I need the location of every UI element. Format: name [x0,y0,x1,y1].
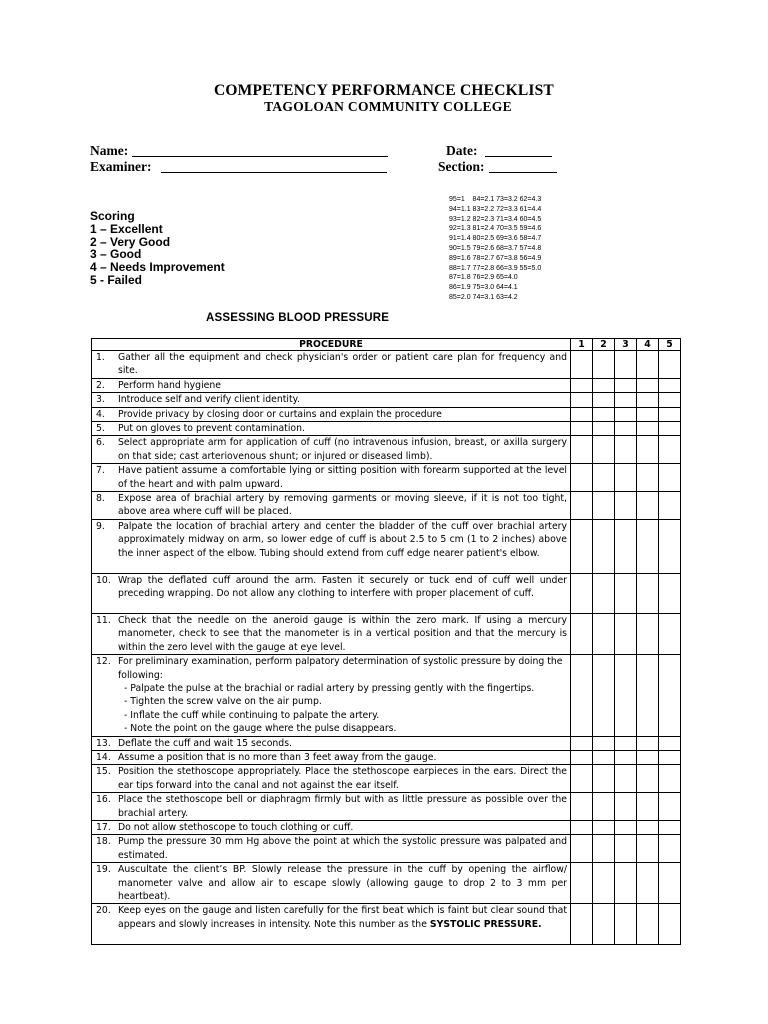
step-text: Introduce self and verify client identity. [118,394,300,406]
conversion-line: 89=1.6 78=2.7 67=3.8 56=4.9 [449,254,542,262]
scoring-item: 2 – Very Good [90,234,171,249]
score-checkbox-cell[interactable] [571,904,593,945]
scoring-heading: Scoring [90,209,135,223]
score-checkbox-cell[interactable] [571,492,593,520]
table-row [92,904,681,945]
scoring-item: 4 – Needs Improvement [90,260,225,275]
score-checkbox-cell[interactable] [615,820,637,834]
score-checkbox-cell[interactable] [593,750,615,764]
step-text: Expose area of brachial artery by removing garments or moving sleeve, if it is not too tight, above area where cuff will be placed. [118,493,567,518]
document-title: COMPETENCY PERFORMANCE CHECKLIST [214,82,554,99]
score-checkbox-cell[interactable] [571,407,593,421]
score-checkbox-cell[interactable] [593,655,615,736]
score-checkbox-cell[interactable] [615,378,637,392]
score-checkbox-cell[interactable] [637,573,659,613]
step-number: 13. [96,737,111,749]
score-column-header: 5 [659,339,681,351]
step-text: Check that the needle on the aneroid gauge is within the zero mark. If using a mercury manometer, check to see that the manometer is in a vertical position and that the mercury is within the zero level with the gauge at eye level. [118,614,567,653]
grade-conversion-table [449,195,541,303]
procedure-cell [92,835,571,863]
score-checkbox-cell[interactable] [571,655,593,736]
table-header-row [92,339,681,351]
score-checkbox-cell[interactable] [615,464,637,492]
procedure-checklist-table [91,338,681,945]
step-number: 3. [96,394,105,406]
conversion-line: 85=2.0 74=3.1 63=4.2 [449,293,518,301]
procedure-column-header: PROCEDURE [92,339,571,351]
score-checkbox-cell[interactable] [593,519,615,573]
table-row [92,765,681,793]
procedure-cell [92,492,571,520]
step-text: Wrap the deflated cuff around the arm. Fasten it securely or tuck end of cuff well under preceding wrapping. Do not allow any clothing to interfere with proper placement of cuff. [118,574,567,600]
score-checkbox-cell[interactable] [637,351,659,379]
procedure-cell [92,863,571,904]
procedure-cell [92,793,571,821]
score-checkbox-cell[interactable] [637,464,659,492]
score-checkbox-cell[interactable] [659,436,681,464]
procedure-cell [92,613,571,654]
sub-step: - Note the point on the gauge where the pulse disappears. [124,723,397,735]
table-row [92,613,681,654]
score-checkbox-cell[interactable] [659,407,681,421]
table-row [92,436,681,464]
score-checkbox-cell[interactable] [637,655,659,736]
procedure-cell [92,736,571,750]
conversion-line: 91=1.4 80=2.5 69=3.6 58=4.7 [449,235,542,243]
procedure-cell [92,519,571,573]
score-checkbox-cell[interactable] [615,573,637,613]
score-checkbox-cell[interactable] [593,422,615,436]
score-checkbox-cell[interactable] [659,393,681,407]
score-checkbox-cell[interactable] [571,835,593,863]
score-checkbox-cell[interactable] [637,436,659,464]
procedure-cell [92,765,571,793]
procedure-cell [92,655,571,736]
conversion-line: 88=1.7 77=2.8 66=3.9 55=5.0 [449,264,542,272]
name-label: Name: [90,143,129,158]
score-checkbox-cell[interactable] [615,492,637,520]
score-checkbox-cell[interactable] [659,765,681,793]
score-checkbox-cell[interactable] [571,519,593,573]
table-row [92,573,681,613]
score-checkbox-cell[interactable] [637,378,659,392]
step-text: Select appropriate arm for application of cuff (no intravenous infusion, breast, or axilla surgery on that side; cast arteriovenous shunt; or injured or diseased limb). [118,437,567,462]
score-checkbox-cell[interactable] [593,904,615,945]
college-name: TAGOLOAN COMMUNITY COLLEGE [264,99,512,114]
table-row [92,407,681,421]
table-row [92,393,681,407]
score-checkbox-cell[interactable] [659,519,681,573]
score-column-header: 2 [593,339,615,351]
table-row [92,422,681,436]
step-number: 1. [96,352,105,363]
score-checkbox-cell[interactable] [571,393,593,407]
step-text: Have patient assume a comfortable lying or sitting position with forearm supported at the level of the heart and with palm upward. [118,465,567,490]
step-number: 5. [96,423,105,435]
score-checkbox-cell[interactable] [615,736,637,750]
score-checkbox-cell[interactable] [637,407,659,421]
score-checkbox-cell[interactable] [659,464,681,492]
conversion-line: 86=1.9 75=3.0 64=4.1 [449,284,518,292]
scoring-item: 3 – Good [90,247,142,262]
step-text: For preliminary examination, perform palpatory determination of systolic pressure by doing the following: [118,656,563,681]
procedure-cell [92,351,571,379]
table-row [92,863,681,904]
score-checkbox-cell[interactable] [593,464,615,492]
score-checkbox-cell[interactable] [593,436,615,464]
procedure-cell [92,422,571,436]
sub-step: - Palpate the pulse at the brachial or radial artery by pressing gently with the fingertips. [124,682,535,694]
procedure-cell [92,393,571,407]
score-column-header: 4 [637,339,659,351]
step-text: Auscultate the client’s BP. Slowly release the pressure in the cuff by opening the airflow/ manometer valve and allow air to escape slowly (allowing gauge to drop 2 to 3 mm per heartbeat). [118,864,567,902]
score-checkbox-cell[interactable] [571,378,593,392]
score-checkbox-cell[interactable] [615,904,637,945]
score-checkbox-cell[interactable] [615,793,637,821]
score-checkbox-cell[interactable] [659,422,681,436]
score-checkbox-cell[interactable] [637,904,659,945]
scoring-item: 1 – Excellent [90,221,163,236]
step-emphasis: SYSTOLIC PRESSURE. [429,918,542,930]
table-row [92,464,681,492]
step-number: 19. [96,864,111,876]
step-number: 8. [96,493,105,505]
table-row [92,820,681,834]
score-checkbox-cell[interactable] [571,422,593,436]
step-number: 14. [96,751,111,763]
score-checkbox-cell[interactable] [615,436,637,464]
score-checkbox-cell[interactable] [637,765,659,793]
score-checkbox-cell[interactable] [659,655,681,736]
table-row [92,736,681,750]
score-checkbox-cell[interactable] [659,750,681,764]
score-checkbox-cell[interactable] [637,750,659,764]
table-row [92,835,681,863]
table-row [92,793,681,821]
table-row [92,378,681,392]
score-checkbox-cell[interactable] [593,573,615,613]
score-checkbox-cell[interactable] [593,863,615,904]
score-checkbox-cell[interactable] [571,765,593,793]
step-number: 7. [96,465,105,477]
section-label: Section: [438,159,485,174]
conversion-line: 87=1.8 76=2.9 65=4.0 [449,274,518,282]
step-number: 2. [96,379,105,391]
conversion-line: 94=1.1 83=2.2 72=3.3 61=4.4 [449,205,542,213]
score-checkbox-cell[interactable] [593,393,615,407]
step-text: Palpate the location of brachial artery and center the bladder of the cuff over brachial artery approximately midway on arm, so lower edge of cuff is about 2.5 to 5 cm (1 to 2 inches) above the inner aspect of the elbow. Tubing should extend from cuff edge nearer patient's elbow. [118,520,567,559]
step-text: Provide privacy by closing door or curtains and explain the procedure [118,408,442,420]
sub-step: - Inflate the cuff while continuing to palpate the artery. [124,709,380,721]
step-number: 4. [96,408,105,420]
examiner-field-line[interactable] [161,172,387,173]
step-number: 12. [96,656,111,668]
procedure-cell [92,573,571,613]
score-checkbox-cell[interactable] [593,765,615,793]
step-text: Do not allow stethoscope to touch clothing or cuff. [118,821,354,833]
score-checkbox-cell[interactable] [659,378,681,392]
score-checkbox-cell[interactable] [593,613,615,654]
date-label: Date: [446,143,478,158]
score-checkbox-cell[interactable] [615,765,637,793]
section-title: ASSESSING BLOOD PRESSURE [206,312,390,324]
table-row [92,655,681,736]
score-checkbox-cell[interactable] [593,736,615,750]
step-number: 20. [96,905,111,917]
procedure-cell [92,464,571,492]
score-checkbox-cell[interactable] [593,351,615,379]
score-checkbox-cell[interactable] [637,393,659,407]
sub-step: - Tighten the screw valve on the air pump. [124,696,322,708]
step-number: 15. [96,766,111,778]
score-checkbox-cell[interactable] [571,436,593,464]
date-field-line[interactable] [485,156,552,157]
score-checkbox-cell[interactable] [593,378,615,392]
procedure-cell [92,904,571,945]
score-checkbox-cell[interactable] [615,613,637,654]
score-checkbox-cell[interactable] [571,793,593,821]
score-checkbox-cell[interactable] [615,655,637,736]
score-checkbox-cell[interactable] [637,835,659,863]
score-checkbox-cell[interactable] [659,835,681,863]
table-row [92,492,681,520]
score-checkbox-cell[interactable] [637,793,659,821]
step-text: Deflate the cuff and wait 15 seconds. [118,737,292,749]
score-checkbox-cell[interactable] [659,736,681,750]
conversion-line: 92=1.3 81=2.4 70=3.5 59=4.6 [449,225,542,233]
score-checkbox-cell[interactable] [615,863,637,904]
table-row [92,750,681,764]
procedure-cell [92,436,571,464]
score-checkbox-cell[interactable] [571,820,593,834]
section-field-line[interactable] [489,172,557,173]
table-row [92,351,681,379]
step-text: Pump the pressure 30 mm Hg above the point at which the systolic pressure was palpated and estimated. [118,836,567,861]
step-number: 10. [96,574,111,586]
score-checkbox-cell[interactable] [593,492,615,520]
step-number: 6. [96,437,105,449]
step-text: Assume a position that is no more than 3 feet away from the gauge. [118,751,437,763]
procedure-cell [92,750,571,764]
score-checkbox-cell[interactable] [637,736,659,750]
step-text: Place the stethoscope bell or diaphragm firmly but with as little pressure as possible over the brachial artery. [118,794,567,819]
score-column-header: 1 [571,339,593,351]
procedure-cell [92,407,571,421]
score-checkbox-cell[interactable] [593,820,615,834]
score-checkbox-cell[interactable] [571,464,593,492]
step-text: Put on gloves to prevent contamination. [118,423,305,435]
score-checkbox-cell[interactable] [615,835,637,863]
score-checkbox-cell[interactable] [571,573,593,613]
score-checkbox-cell[interactable] [593,835,615,863]
score-checkbox-cell[interactable] [637,422,659,436]
score-checkbox-cell[interactable] [637,492,659,520]
score-checkbox-cell[interactable] [593,407,615,421]
score-checkbox-cell[interactable] [571,351,593,379]
step-text: Perform hand hygiene [118,379,221,391]
score-checkbox-cell[interactable] [659,904,681,945]
score-checkbox-cell[interactable] [615,519,637,573]
score-checkbox-cell[interactable] [593,793,615,821]
step-number: 16. [96,794,111,806]
score-checkbox-cell[interactable] [571,736,593,750]
score-column-header: 3 [615,339,637,351]
score-checkbox-cell[interactable] [659,820,681,834]
score-checkbox-cell[interactable] [637,820,659,834]
score-checkbox-cell[interactable] [637,519,659,573]
examiner-label: Examiner: [90,159,152,174]
score-checkbox-cell[interactable] [615,750,637,764]
score-checkbox-cell[interactable] [615,393,637,407]
score-checkbox-cell[interactable] [615,351,637,379]
score-checkbox-cell[interactable] [659,613,681,654]
step-number: 17. [96,821,111,833]
step-text: Position the stethoscope appropriately. Place the stethoscope earpieces in the ears. Direct the ear tips forward into the canal and not against the ear itself. [118,766,567,791]
conversion-line: 95=1 84=2.1 73=3.2 62=4.3 [449,196,542,203]
score-checkbox-cell[interactable] [659,351,681,379]
score-checkbox-cell[interactable] [659,793,681,821]
scoring-item: 5 - Failed [90,272,143,287]
step-number: 18. [96,836,111,848]
table-row [92,519,681,573]
conversion-line: 93=1.2 82=2.3 71=3.4 60=4.5 [449,215,542,223]
name-field-line[interactable] [132,156,388,157]
score-checkbox-cell[interactable] [615,407,637,421]
scoring-legend [90,210,225,287]
conversion-line: 90=1.5 79=2.6 68=3.7 57=4.8 [449,244,542,252]
score-checkbox-cell[interactable] [571,863,593,904]
step-number: 11. [96,614,111,626]
score-checkbox-cell[interactable] [637,863,659,904]
score-checkbox-cell[interactable] [571,613,593,654]
score-checkbox-cell[interactable] [615,422,637,436]
score-checkbox-cell[interactable] [637,613,659,654]
score-checkbox-cell[interactable] [659,573,681,613]
step-text: Keep eyes on the gauge and listen carefully for the first beat which is faint but clear sound that appears and slowly increases in intensity. Note this number as the [118,905,567,930]
procedure-cell [92,820,571,834]
procedure-cell [92,378,571,392]
step-text: Gather all the equipment and check physician's order or patient care plan for frequency and site. [118,352,567,377]
score-checkbox-cell[interactable] [571,750,593,764]
step-number: 9. [96,520,105,532]
score-checkbox-cell[interactable] [659,863,681,904]
score-checkbox-cell[interactable] [659,492,681,520]
